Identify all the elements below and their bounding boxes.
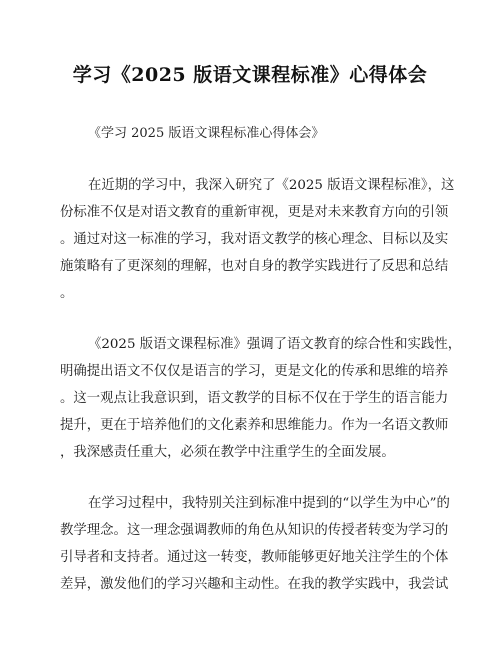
paragraph-3-line-4: 差异，激发他们的学习兴趣和主动性。在我的教学实践中，我尝试	[60, 577, 449, 592]
document-title: 学习《2025 版语文课程标准》心得体会	[72, 64, 428, 86]
paragraph-3-line-3: 引导者和支持者。通过这一转变，教师能够更好地关注学生的个体	[60, 550, 449, 565]
paragraph-1-line-4: 施策略有了更深刻的理解，也对自身的教学实践进行了反思和总结	[60, 259, 449, 274]
paragraph-1-line-1: 在近期的学习中，我深入研究了《2025 版语文课程标准》，这	[88, 178, 455, 193]
paragraph-3-line-1: 在学习过程中，我特别关注到标准中提到的“以学生为中心”的	[88, 496, 450, 511]
paragraph-2-line-3: 。这一观点让我意识到，语文教学的目标不仅在于学生的语言能力	[60, 391, 449, 406]
document-subtitle: 《学习 2025 版语文课程标准心得体会》	[88, 126, 325, 141]
paragraph-1-line-5: 。	[60, 286, 74, 301]
paragraph-1-line-2: 份标准不仅是对语文教育的重新审视，更是对未来教育方向的引领	[60, 205, 449, 220]
paragraph-2-line-4: 提升，更在于培养他们的文化素养和思维能力。作为一名语文教师	[60, 418, 449, 433]
paragraph-2-line-2: 明确提出语文不仅仅是语言的学习，更是文化的传承和思维的培养	[60, 364, 449, 379]
paragraph-2-line-5: ，我深感责任重大，必须在教学中注重学生的全面发展。	[60, 445, 395, 460]
paragraph-3-line-2: 教学理念。这一理念强调教师的角色从知识的传授者转变为学习的	[60, 523, 449, 538]
paragraph-2-line-1: 《2025 版语文课程标准》强调了语文教育的综合性和实践性，	[88, 337, 462, 352]
paragraph-1-line-3: 。通过对这一标准的学习，我对语文教学的核心理念、目标以及实	[60, 232, 449, 247]
